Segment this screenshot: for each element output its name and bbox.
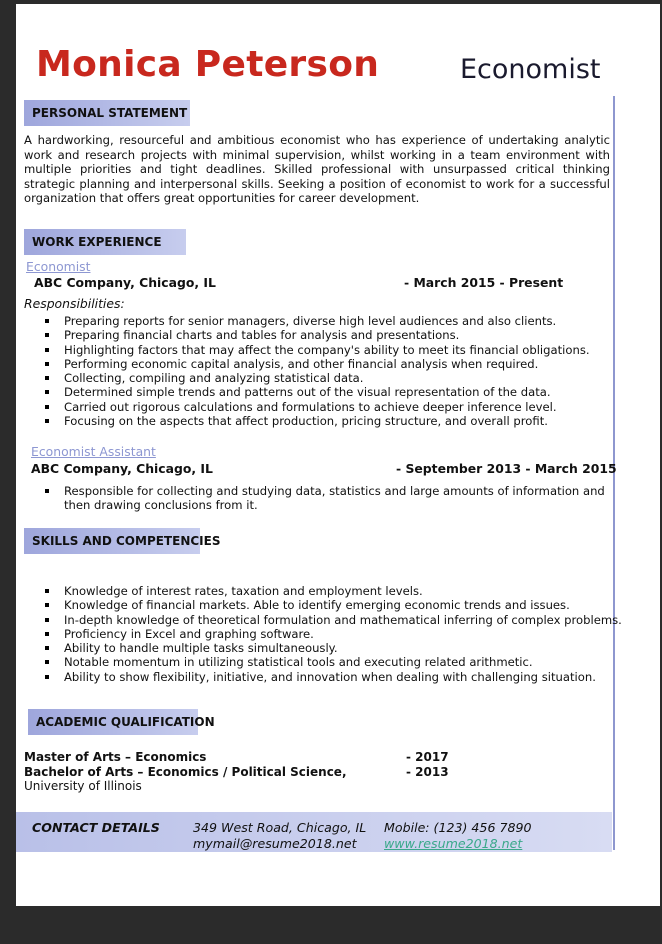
education-list [24, 750, 449, 794]
contact-website-link[interactable]: www.resume2018.net [384, 836, 523, 851]
contact-bar [16, 812, 612, 852]
contact-heading: CONTACT DETAILS [32, 820, 160, 835]
education-entry [24, 750, 449, 765]
job-dates: - September 2013 - March 2015 [396, 461, 617, 476]
section-personal-statement: PERSONAL STATEMENT [24, 100, 190, 126]
section-academic-qualification: ACADEMIC QUALIFICATION [28, 709, 198, 735]
contact-phone-block [384, 820, 532, 852]
job-role[interactable]: Economist Assistant [31, 444, 156, 459]
list-item: Carried out rigorous calculations and formulations to achieve deeper inference level. [40, 400, 590, 414]
contact-address: 349 West Road, Chicago, IL [193, 820, 367, 835]
list-item: Determined simple trends and patterns out of the visual representation of the data. [40, 385, 590, 399]
job-company: ABC Company, Chicago, IL [31, 461, 213, 476]
contact-phone: Mobile: (123) 456 7890 [384, 820, 532, 835]
degree: Master of Arts – Economics [24, 750, 207, 764]
personal-statement-text: A hardworking, resourceful and ambitious economist who has experience of undertaking analytic work and research projects with minimal supervision, whilst working in a team environment with multiple priorities and tight deadlines. Skilled professional with unsurpassed critical thinking strategic planning and interpersonal skills. Seeking a position of economist to work for a successful organization that offers great opportunities for career development. [24, 133, 610, 206]
education-entry [24, 764, 449, 780]
list-item: Ability to show flexibility, initiative, and innovation when dealing with challenging situation. [40, 670, 622, 684]
list-item: Notable momentum in utilizing statistical tools and executing related arithmetic. [40, 655, 622, 669]
resume-page [16, 4, 660, 906]
job-role[interactable]: Economist [26, 259, 91, 274]
responsibilities-label: Responsibilities: [24, 296, 125, 311]
list-item: Knowledge of interest rates, taxation and employment levels. [40, 584, 622, 598]
list-item: In-depth knowledge of theoretical formulation and mathematical inferring of complex problems. [40, 613, 622, 627]
candidate-name: Monica Peterson [36, 44, 380, 85]
contact-email[interactable]: mymail@resume2018.net [193, 836, 357, 851]
list-item: Performing economic capital analysis, and other financial analysis when required. [40, 357, 590, 371]
contact-address-block [193, 820, 366, 852]
list-item: Preparing reports for senior managers, diverse high level audiences and also clients. [40, 314, 590, 328]
list-item: Preparing financial charts and tables for analysis and presentations. [40, 328, 590, 342]
job-dates: - March 2015 - Present [404, 275, 564, 290]
degree-year: - 2013 [406, 764, 449, 779]
list-item: Responsible for collecting and studying data, statistics and large amounts of information and then drawing conclusions from it. [40, 484, 610, 513]
skills-list [40, 584, 622, 684]
list-item: Proficiency in Excel and graphing software. [40, 627, 622, 641]
school-name: University of Illinois [24, 779, 142, 793]
list-item: Collecting, compiling and analyzing statistical data. [40, 371, 590, 385]
degree-year: - 2017 [406, 750, 449, 764]
section-work-experience: WORK EXPERIENCE [24, 229, 186, 255]
job-bullets [40, 484, 610, 513]
job-bullets [40, 314, 590, 428]
job-title: Economist [460, 54, 601, 85]
job-company: ABC Company, Chicago, IL [34, 275, 216, 290]
degree: Bachelor of Arts – Economics / Political Science, [24, 764, 347, 779]
section-skills: SKILLS AND COMPETENCIES [24, 528, 200, 554]
list-item: Knowledge of financial markets. Able to identify emerging economic trends and issues. [40, 598, 622, 612]
list-item: Focusing on the aspects that affect production, pricing structure, and overall profit. [40, 414, 590, 428]
list-item: Highlighting factors that may affect the company's ability to meet its financial obligations. [40, 343, 590, 357]
list-item: Ability to handle multiple tasks simultaneously. [40, 641, 622, 655]
